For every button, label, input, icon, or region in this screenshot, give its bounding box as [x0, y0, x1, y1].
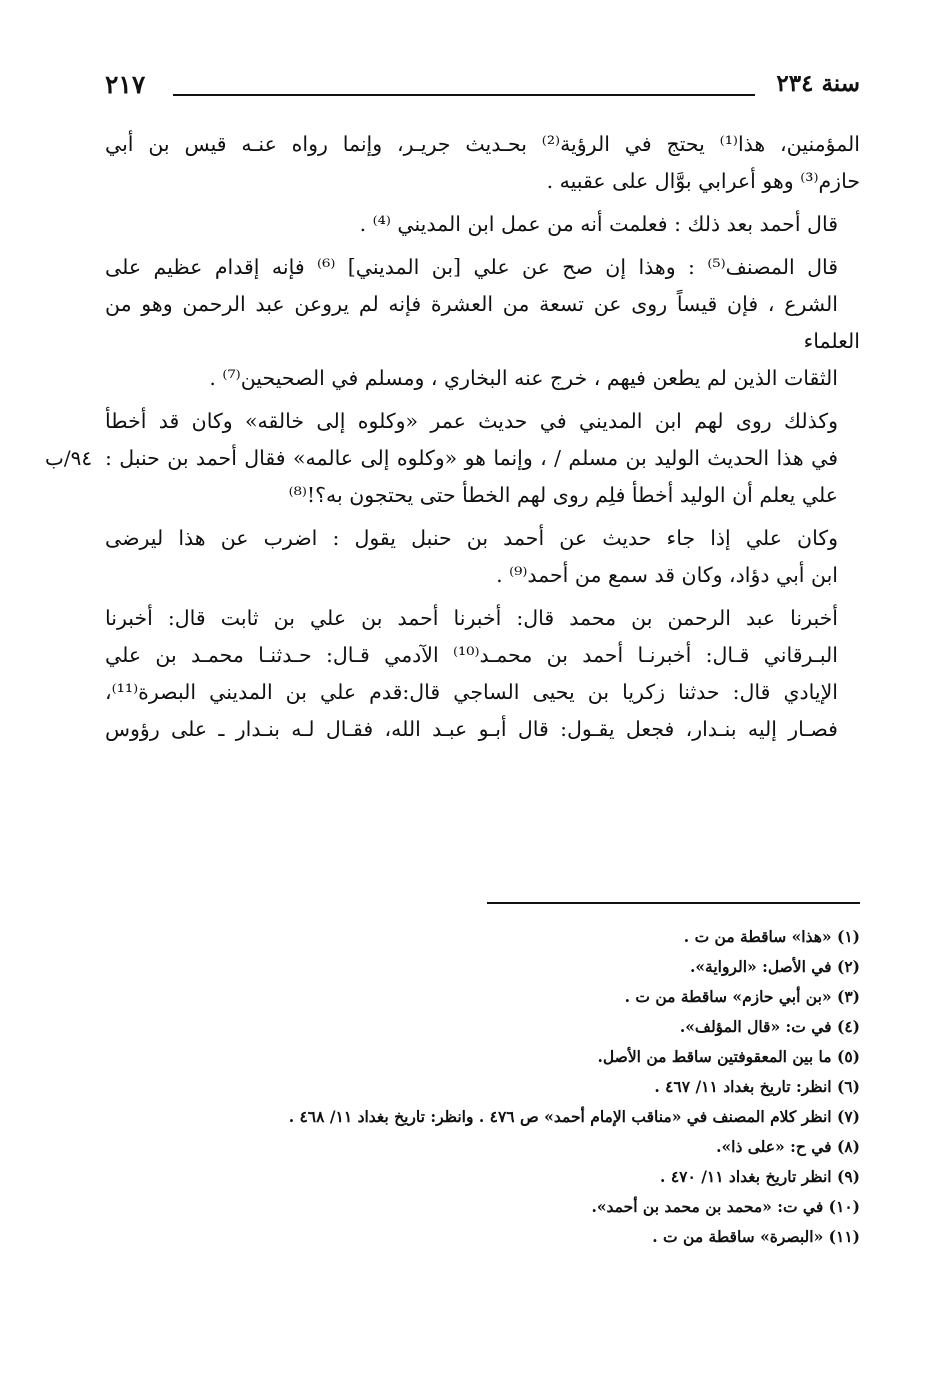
footnote: (٣) «بن أبي حازم» ساقطة من ت . [624, 987, 860, 1006]
text-line-content: في هذا الحديث الوليد بن مسلم / ، وإنما هو «وكلوه إلى عالمه» فقال أحمد بن حنبل : [105, 446, 838, 470]
text-line: ابن أبي دؤاد، وكان قد سمع من أحمد⁽⁹⁾ . [496, 563, 838, 587]
paragraph-3 [105, 249, 860, 397]
footnote: (٥) ما بين المعقوفتين ساقط من الأصل. [597, 1047, 860, 1066]
paragraph-1 [105, 126, 860, 200]
text-line: وكان علي إذا جاء حديث عن أحمد بن حنبل يقول : اضرب عن هذا ليرضى [105, 526, 838, 550]
text-line: علي يعلم أن الوليد أخطأ فلِم روى لهم الخطأ حتى يحتجون به؟!⁽⁸⁾ [288, 483, 838, 507]
text-line [45, 440, 860, 477]
footnote: (٦) انظر: تاريخ بغداد ١١/ ٤٦٧ . [654, 1077, 860, 1096]
text-line: المؤمنين، هذا⁽¹⁾ يحتج في الرؤية⁽²⁾ بحـديث جريـر، وإنما رواه عنـه قيس بن أبي [105, 132, 860, 156]
footnote: (٤) في ت: «قال المؤلف». [679, 1017, 860, 1036]
main-text [45, 126, 860, 754]
footnote: (٩) انظر تاريخ بغداد ١١/ ٤٧٠ . [660, 1167, 860, 1186]
text-line: الإيادي قال: حدثنا زكريا بن يحيى الساجي قال:قدم علي بن المديني البصرة⁽¹¹⁾، [105, 680, 838, 704]
footnote: (١) «هذا» ساقطة من ت . [683, 927, 860, 946]
text-line: الثقات الذين لم يطعن فيهم ، خرج عنه البخاري ، ومسلم في الصحيحين⁽⁷⁾ . [209, 366, 838, 390]
footnotes [105, 922, 860, 1252]
paragraph-4 [45, 403, 860, 514]
paragraph-5 [105, 520, 860, 594]
page-number: ٢١٧ [105, 70, 146, 99]
text-line: قال أحمد بعد ذلك : فعلمت أنه من عمل ابن المديني ⁽⁴⁾ . [359, 212, 838, 236]
header-rule [173, 94, 755, 96]
text-line: حازم⁽³⁾ وهو أعرابي بوَّال على عقبيه . [546, 169, 860, 193]
footnote-rule [487, 902, 860, 904]
running-head: سنة ٢٣٤ [776, 70, 860, 97]
paragraph-2 [105, 206, 860, 243]
text-line: أخبرنا عبد الرحمن بن محمد قال: أخبرنا أحمد بن علي بن ثابت قال: أخبرنا [105, 606, 838, 630]
text-line: فصـار إليه بنـدار، فجعل يقـول: قال أبـو عبـد الله، فقـال لـه بنـدار ـ على رؤوس [105, 717, 838, 741]
text-line: وكذلك روى لهم ابن المديني في حديث عمر «وكلوه إلى خالقه» وكان قد أخطأ [105, 409, 838, 433]
paragraph-6 [105, 600, 860, 748]
margin-folio-note: ٩٤/ب [45, 446, 93, 470]
footnote: (٨) في ح: «على ذا». [716, 1137, 860, 1156]
text-line: البـرقاني قـال: أخبرنـا أحمد بن محمـد⁽¹⁰⁾ الآدمي قـال: حـدثنـا محمـد بن علي [105, 643, 838, 667]
footnote: (٧) انظر كلام المصنف في «مناقب الإمام أحمد» ص ٤٧٦ . وانظر: تاريخ بغداد ١١/ ٤٦٨ . [288, 1107, 860, 1126]
page-header [105, 70, 860, 110]
footnote: (١٠) في ت: «محمد بن محمد بن أحمد». [591, 1197, 860, 1216]
text-line: قال المصنف⁽⁵⁾ : وهذا إن صح عن علي [بن المديني] ⁽⁶⁾ فإنه إقدام عظيم على [105, 255, 839, 279]
text-line: الشرع ، فإن قيساً روى عن تسعة من العشرة فإنه لم يروعن عبد الرحمن وهو من العلماء [105, 292, 860, 353]
footnote: (٢) في الأصل: «الرواية». [689, 957, 860, 976]
footnote: (١١) «البصرة» ساقطة من ت . [652, 1227, 860, 1246]
